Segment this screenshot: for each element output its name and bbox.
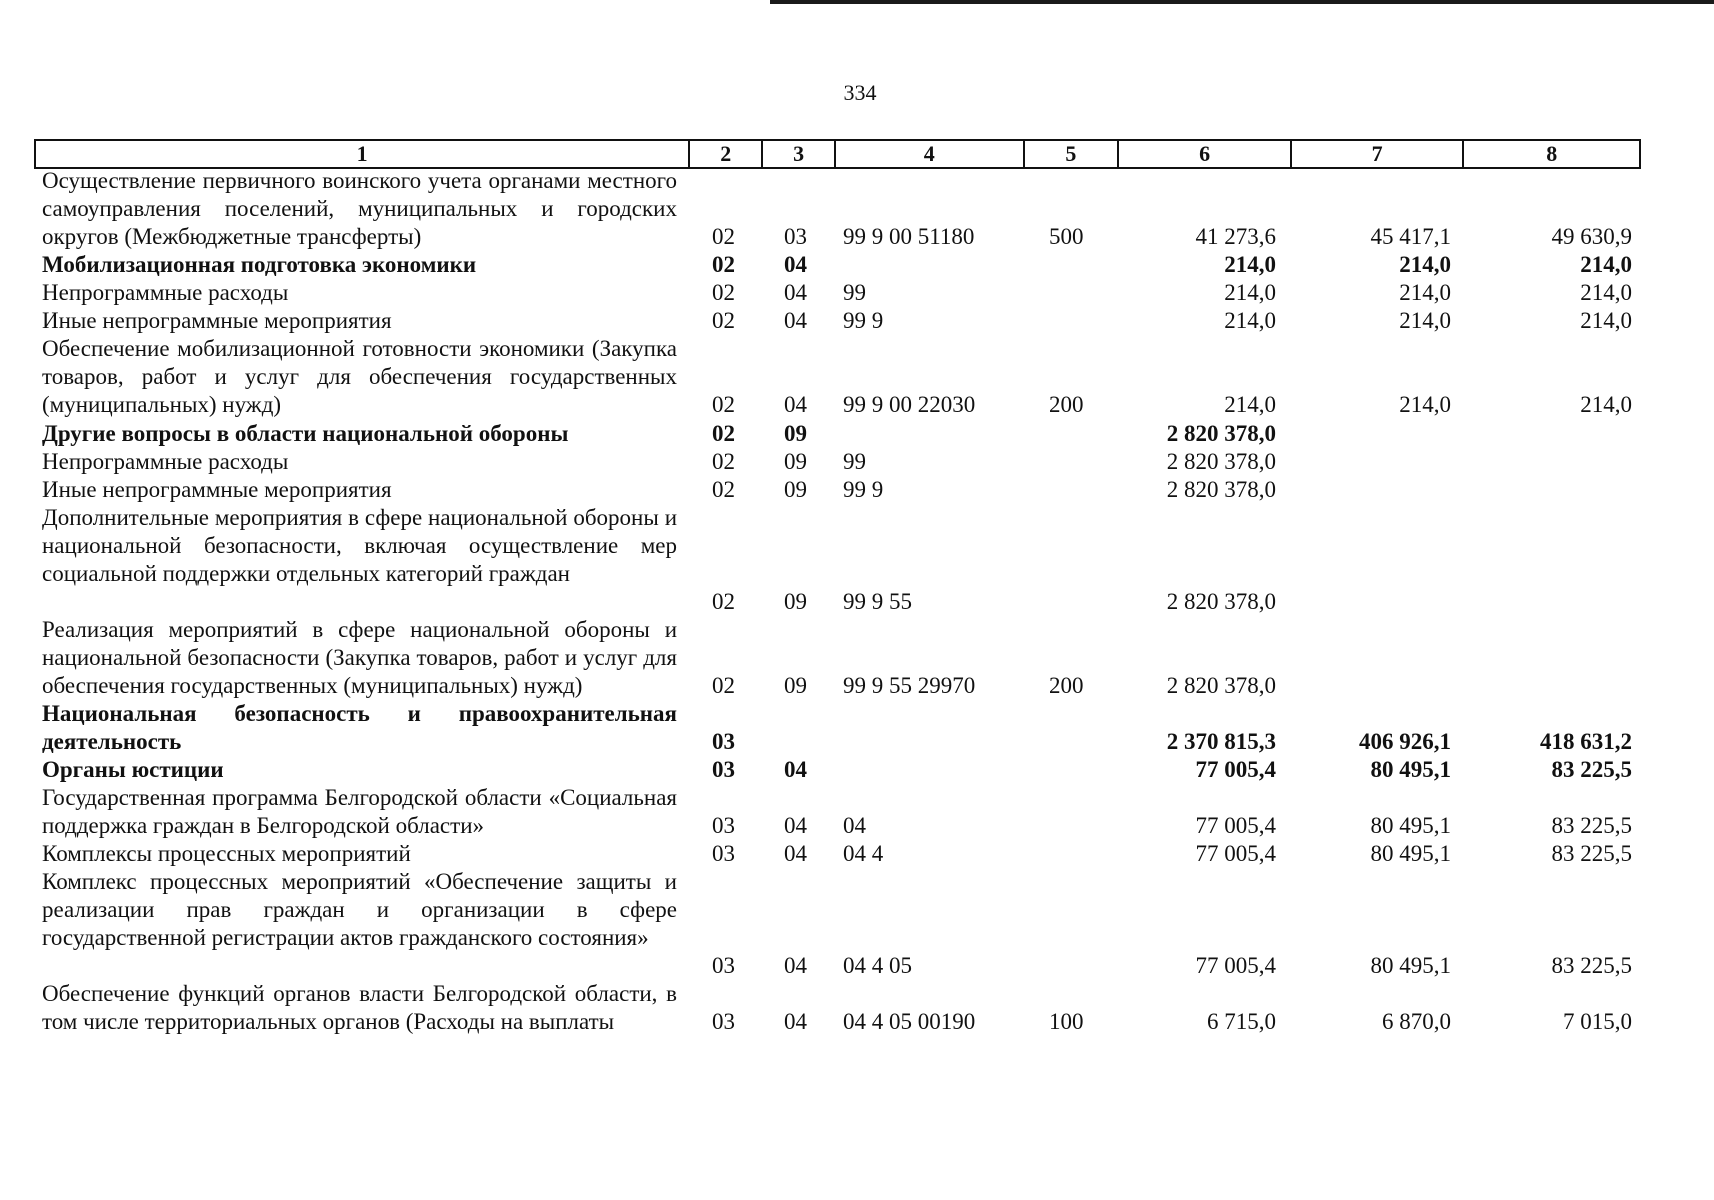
row-5-col-3: 09 [784,421,807,446]
row-8-description: Дополнительные мероприятия в сфере национальной обороны и национальной безопасности, включая осуществление мер социальной поддержки отдельных категорий граждан [42,505,677,586]
row-14-col-7: 80 495,1 [1370,953,1451,978]
row-3-description: Иные непрограммные мероприятия [42,308,392,333]
row-3-col-8: 214,0 [1580,308,1632,333]
row-2-col-3: 04 [784,280,807,305]
row-4-description: Обеспечение мобилизационной готовности экономики (Закупка товаров, работ и услуг для обеспечения государственных (муниципальных) нужд) [42,336,677,417]
row-2-col-6: 214,0 [1224,280,1276,305]
row-15-col-4: 04 4 05 00190 [843,1009,976,1034]
row-4-col-3: 04 [784,392,807,417]
row-15-description: Обеспечение функций органов власти Белгородской области, в том числе территориальных органов (Расходы на выплаты [42,981,677,1034]
header-col-6: 6 [1117,141,1290,167]
row-1-description: Мобилизационная подготовка экономики [42,252,477,277]
row-13-col-7: 80 495,1 [1370,841,1451,866]
row-11-col-8: 83 225,5 [1551,757,1632,782]
row-9-col-2: 02 [712,673,735,698]
row-8-col-2: 02 [712,589,735,614]
row-15-col-2: 03 [712,1009,735,1034]
row-12-description: Государственная программа Белгородской области «Социальная поддержка граждан в Белгородской области» [42,785,677,838]
row-6-col-6: 2 820 378,0 [1166,449,1276,474]
row-13-col-4: 04 4 [843,841,884,866]
row-6-col-4: 99 [843,449,866,474]
row-4-col-4: 99 9 00 22030 [843,392,976,417]
header-col-1: 1 [356,141,368,166]
row-4-col-5: 200 [1049,392,1084,417]
row-14-col-8: 83 225,5 [1551,953,1632,978]
row-13-col-6: 77 005,4 [1195,841,1276,866]
row-14-col-4: 04 4 05 [843,953,912,978]
row-8-col-6: 2 820 378,0 [1166,589,1276,614]
row-9-col-6: 2 820 378,0 [1166,673,1276,698]
row-2-col-2: 02 [712,280,735,305]
row-11-col-6: 77 005,4 [1195,757,1276,782]
row-9-description: Реализация мероприятий в сфере национальной обороны и национальной безопасности (Закупка товаров, работ и услуг для обеспечения государственных (муниципальных) нужд) [42,617,677,698]
row-3-col-2: 02 [712,308,735,333]
row-1-col-7: 214,0 [1399,252,1451,277]
row-5-col-6: 2 820 378,0 [1166,421,1276,446]
row-8-col-4: 99 9 55 [843,589,912,614]
row-7-col-6: 2 820 378,0 [1166,477,1276,502]
row-0-col-3: 03 [784,224,807,249]
row-2-description: Непрограммные расходы [42,280,289,305]
row-0-col-2: 02 [712,224,735,249]
header-col-5: 5 [1023,141,1118,167]
row-5-col-2: 02 [712,421,735,446]
row-0-col-6: 41 273,6 [1195,224,1276,249]
table-header [34,139,1641,169]
row-0-col-8: 49 630,9 [1551,224,1632,249]
row-15-col-6: 6 715,0 [1207,1009,1276,1034]
row-14-description: Комплекс процессных мероприятий «Обеспечение защиты и реализации прав граждан и организации в сфере государственной регистрации актов гражданского состояния» [42,869,677,950]
row-9-col-5: 200 [1049,673,1084,698]
row-4-col-2: 02 [712,392,735,417]
row-3-col-6: 214,0 [1224,308,1276,333]
row-7-col-3: 09 [784,477,807,502]
row-14-col-6: 77 005,4 [1195,953,1276,978]
row-0-col-7: 45 417,1 [1370,224,1451,249]
row-12-col-2: 03 [712,813,735,838]
row-1-col-6: 214,0 [1224,252,1276,277]
row-11-col-3: 04 [784,757,807,782]
row-1-col-2: 02 [712,252,735,277]
row-3-col-7: 214,0 [1399,308,1451,333]
row-10-description: Национальная безопасность и правоохранительная деятельность [42,701,677,754]
row-14-col-3: 04 [784,953,807,978]
header-col-2: 2 [688,141,761,167]
row-5-description: Другие вопросы в области национальной обороны [42,421,569,446]
row-2-col-4: 99 [843,280,866,305]
row-7-col-4: 99 9 [843,477,884,502]
row-12-col-3: 04 [784,813,807,838]
row-10-col-7: 406 926,1 [1359,729,1451,754]
page-number: 334 [843,80,877,105]
row-0-description: Осуществление первичного воинского учета органами местного самоуправления поселений, муниципальных и городских округов (Межбюджетные трансферты) [42,168,677,249]
header-col-7: 7 [1290,141,1463,167]
row-13-description: Комплексы процессных мероприятий [42,841,411,866]
row-0-col-5: 500 [1049,224,1084,249]
row-13-col-2: 03 [712,841,735,866]
row-6-col-2: 02 [712,449,735,474]
row-7-description: Иные непрограммные мероприятия [42,477,392,502]
header-col-3: 3 [761,141,834,167]
top-rule [770,0,1714,4]
row-8-col-3: 09 [784,589,807,614]
row-13-col-8: 83 225,5 [1551,841,1632,866]
row-7-col-2: 02 [712,477,735,502]
row-6-col-3: 09 [784,449,807,474]
row-6-description: Непрограммные расходы [42,449,289,474]
row-3-col-4: 99 9 [843,308,884,333]
row-4-col-8: 214,0 [1580,392,1632,417]
row-10-col-8: 418 631,2 [1540,729,1632,754]
header-col-8: 8 [1462,141,1639,167]
row-15-col-7: 6 870,0 [1382,1009,1451,1034]
row-14-col-2: 03 [712,953,735,978]
row-1-col-3: 04 [784,252,807,277]
row-12-col-8: 83 225,5 [1551,813,1632,838]
row-15-col-8: 7 015,0 [1563,1009,1632,1034]
row-11-description: Органы юстиции [42,757,224,782]
row-4-col-6: 214,0 [1224,392,1276,417]
row-12-col-6: 77 005,4 [1195,813,1276,838]
row-2-col-7: 214,0 [1399,280,1451,305]
row-3-col-3: 04 [784,308,807,333]
row-9-col-4: 99 9 55 29970 [843,673,976,698]
header-col-4: 4 [834,141,1023,167]
row-9-col-3: 09 [784,673,807,698]
row-0-col-4: 99 9 00 51180 [843,224,975,249]
row-15-col-5: 100 [1049,1009,1084,1034]
row-11-col-7: 80 495,1 [1370,757,1451,782]
row-10-col-6: 2 370 815,3 [1166,729,1276,754]
row-13-col-3: 04 [784,841,807,866]
row-4-col-7: 214,0 [1399,392,1451,417]
row-12-col-4: 04 [843,813,866,838]
row-10-col-2: 03 [712,729,735,754]
row-12-col-7: 80 495,1 [1370,813,1451,838]
row-1-col-8: 214,0 [1580,252,1632,277]
row-15-col-3: 04 [784,1009,807,1034]
row-2-col-8: 214,0 [1580,280,1632,305]
row-11-col-2: 03 [712,757,735,782]
